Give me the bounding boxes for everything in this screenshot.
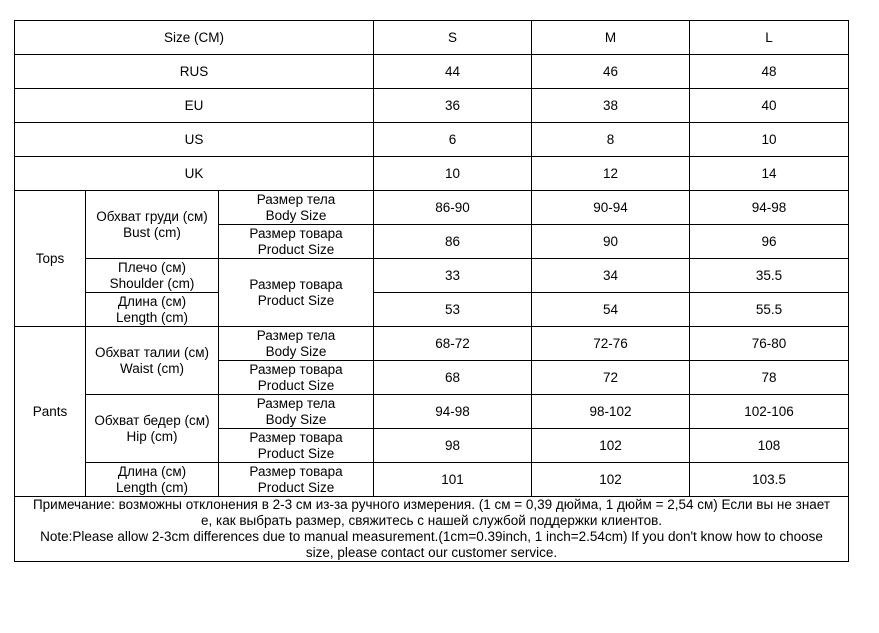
size-type-label bbox=[219, 361, 374, 395]
tops-section-label: Tops bbox=[15, 191, 86, 327]
pants-hip-body-row bbox=[15, 395, 849, 429]
size-type-label bbox=[219, 463, 374, 497]
measure-label-en: Waist (cm) bbox=[120, 360, 184, 376]
size-type-en: Product Size bbox=[257, 377, 335, 393]
size-type-ru: Размер товара bbox=[249, 463, 343, 479]
size-type-label bbox=[219, 429, 374, 463]
tops-bust-body-row bbox=[15, 191, 849, 225]
hip-measure-label bbox=[86, 395, 219, 463]
cell-s: 68-72 bbox=[374, 327, 532, 361]
cell-s: 33 bbox=[374, 259, 532, 293]
size-type-ru: Размер тела bbox=[256, 191, 336, 207]
cell-s: 44 bbox=[374, 55, 532, 89]
cell-l: 96 bbox=[690, 225, 849, 259]
note-en-line-1: Note:Please allow 2-3cm differences due to manual measurement.(1cm=0.39inch, 1 inch=2.54cm) If you don't know how to choose bbox=[40, 529, 823, 544]
cell-m: 90-94 bbox=[532, 191, 690, 225]
cell-s: 68 bbox=[374, 361, 532, 395]
cell-m: 34 bbox=[532, 259, 690, 293]
cell-s: 94-98 bbox=[374, 395, 532, 429]
cell-s: 6 bbox=[374, 123, 532, 157]
pants-length-row bbox=[15, 463, 849, 497]
cell-m: 38 bbox=[532, 89, 690, 123]
measure-label-ru: Обхват груди (см) bbox=[96, 208, 208, 224]
cell-m: 72-76 bbox=[532, 327, 690, 361]
cell-m: 102 bbox=[532, 463, 690, 497]
size-type-en: Body Size bbox=[265, 411, 327, 427]
size-type-en: Product Size bbox=[257, 292, 335, 308]
measurement-note bbox=[15, 497, 849, 562]
cell-s: 98 bbox=[374, 429, 532, 463]
region-row-rus bbox=[15, 55, 849, 89]
cell-l: 103.5 bbox=[690, 463, 849, 497]
measure-label-en: Hip (cm) bbox=[126, 428, 178, 444]
region-row-us bbox=[15, 123, 849, 157]
size-type-en: Product Size bbox=[257, 445, 335, 461]
measure-label-ru: Плечо (см) bbox=[118, 259, 186, 275]
size-type-en: Product Size bbox=[257, 241, 335, 257]
cell-s: 101 bbox=[374, 463, 532, 497]
cell-l: 108 bbox=[690, 429, 849, 463]
region-label: US bbox=[15, 123, 374, 157]
size-header-m: M bbox=[532, 21, 690, 55]
region-row-eu bbox=[15, 89, 849, 123]
cell-m: 90 bbox=[532, 225, 690, 259]
waist-measure-label bbox=[86, 327, 219, 395]
region-row-uk bbox=[15, 157, 849, 191]
size-type-ru: Размер товара bbox=[249, 225, 343, 241]
cell-m: 12 bbox=[532, 157, 690, 191]
cell-m: 54 bbox=[532, 293, 690, 327]
size-type-en: Product Size bbox=[257, 479, 335, 495]
header-row bbox=[15, 21, 849, 55]
measure-label-en: Length (cm) bbox=[115, 479, 189, 495]
note-ru-line-1: Примечание: возможны отклонения в 2-3 см из-за ручного измерения. (1 см = 0,39 дюйма, 1 дюйм = 2,54 см) Если вы не знает bbox=[32, 497, 831, 512]
cell-s: 36 bbox=[374, 89, 532, 123]
size-type-ru: Размер товара bbox=[249, 429, 343, 445]
cell-l: 76-80 bbox=[690, 327, 849, 361]
length-measure-label bbox=[86, 463, 219, 497]
measure-label-ru: Длина (см) bbox=[117, 293, 187, 309]
cell-m: 72 bbox=[532, 361, 690, 395]
cell-l: 55.5 bbox=[690, 293, 849, 327]
note-row bbox=[15, 497, 849, 562]
size-type-en: Body Size bbox=[265, 343, 327, 359]
size-type-ru: Размер товара bbox=[249, 361, 343, 377]
measure-label-en: Length (cm) bbox=[115, 309, 189, 325]
pants-waist-body-row bbox=[15, 327, 849, 361]
measure-label-ru: Обхват бедер (см) bbox=[94, 412, 210, 428]
size-chart-table bbox=[14, 20, 849, 562]
size-type-label bbox=[219, 191, 374, 225]
region-label: UK bbox=[15, 157, 374, 191]
size-type-label bbox=[219, 395, 374, 429]
size-type-en: Body Size bbox=[265, 207, 327, 223]
cell-m: 46 bbox=[532, 55, 690, 89]
measure-label-en: Bust (cm) bbox=[123, 224, 181, 240]
measure-label-en: Shoulder (cm) bbox=[109, 275, 195, 291]
cell-s: 10 bbox=[374, 157, 532, 191]
tops-length-row bbox=[15, 293, 849, 327]
bust-measure-label bbox=[86, 191, 219, 259]
note-ru-line-2: е, как выбрать размер, свяжитесь с нашей службой поддержки клиентов. bbox=[201, 513, 663, 528]
note-en-line-2: size, please contact our customer service. bbox=[305, 545, 558, 560]
length-measure-label bbox=[86, 293, 219, 327]
cell-s: 86-90 bbox=[374, 191, 532, 225]
measure-label-ru: Обхват талии (см) bbox=[95, 344, 209, 360]
size-type-label bbox=[219, 259, 374, 327]
pants-section-label: Pants bbox=[15, 327, 86, 497]
cell-l: 78 bbox=[690, 361, 849, 395]
measure-label-ru: Длина (см) bbox=[117, 463, 187, 479]
cell-m: 8 bbox=[532, 123, 690, 157]
cell-l: 102-106 bbox=[690, 395, 849, 429]
size-type-ru: Размер товара bbox=[249, 276, 343, 292]
cell-l: 35.5 bbox=[690, 259, 849, 293]
cell-l: 94-98 bbox=[690, 191, 849, 225]
size-type-ru: Размер тела bbox=[256, 395, 336, 411]
shoulder-measure-label bbox=[86, 259, 219, 293]
cell-l: 14 bbox=[690, 157, 849, 191]
cell-l: 48 bbox=[690, 55, 849, 89]
size-header-s: S bbox=[374, 21, 532, 55]
size-header-label: Size (CM) bbox=[15, 21, 374, 55]
size-type-label bbox=[219, 225, 374, 259]
size-type-ru: Размер тела bbox=[256, 327, 336, 343]
cell-m: 98-102 bbox=[532, 395, 690, 429]
size-type-label bbox=[219, 327, 374, 361]
cell-l: 10 bbox=[690, 123, 849, 157]
cell-l: 40 bbox=[690, 89, 849, 123]
cell-s: 53 bbox=[374, 293, 532, 327]
cell-s: 86 bbox=[374, 225, 532, 259]
tops-shoulder-row bbox=[15, 259, 849, 293]
size-header-l: L bbox=[690, 21, 849, 55]
region-label: EU bbox=[15, 89, 374, 123]
cell-m: 102 bbox=[532, 429, 690, 463]
region-label: RUS bbox=[15, 55, 374, 89]
